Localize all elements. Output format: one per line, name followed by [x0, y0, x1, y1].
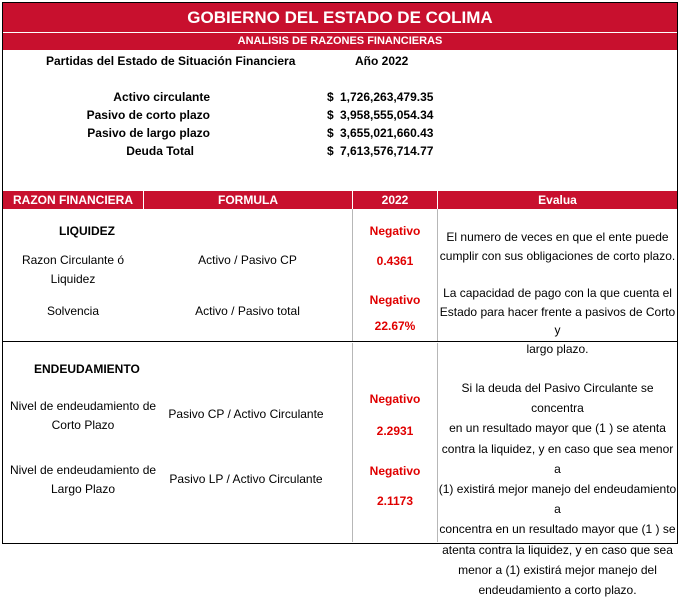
evalua-line: en un resultado mayor que (1 ) se atenta	[449, 421, 666, 436]
item-value-deuda-total: 7,613,576,714.77	[340, 144, 434, 158]
page-subtitle: ANALISIS DE RAZONES FINANCIERAS	[3, 33, 677, 50]
value-razon-circulante: 0.4361	[376, 254, 414, 268]
evalua-line: endeudamiento a corto plazo.	[478, 583, 637, 598]
status-solvencia: Negativo	[369, 293, 421, 307]
evalua-line: (1) existirá mejor manejo del endeudamiento a	[438, 482, 677, 517]
grid-line	[352, 343, 353, 542]
evalua-line: Estado para hacer frente a pasivos de Corto y	[439, 304, 676, 337]
status-razon-circulante: Negativo	[369, 224, 421, 238]
currency-symbol: $	[327, 144, 334, 158]
ratio-endeudamiento-largo	[3, 461, 163, 499]
status-endeudamiento-largo: Negativo	[369, 464, 421, 478]
item-value-pasivo-largo: 3,655,021,660.43	[340, 126, 434, 140]
item-label-activo-circulante: Activo circulante	[113, 90, 210, 104]
ratio-line: Nivel de endeudamiento de	[9, 463, 157, 477]
value-endeudamiento-largo: 2.1173	[376, 494, 414, 508]
evalua-line: atenta contra la liquidez, y en caso que sea	[442, 542, 673, 557]
column-header-formula: FORMULA	[218, 193, 278, 207]
page-title: GOBIERNO DEL ESTADO DE COLIMA	[3, 3, 677, 32]
ratio-endeudamiento-corto	[3, 397, 163, 435]
column-header-razon: RAZON FINANCIERA	[13, 193, 133, 207]
evalua-line: largo plazo.	[526, 341, 589, 356]
item-label-pasivo-corto: Pasivo de corto plazo	[86, 108, 210, 122]
item-label-pasivo-largo: Pasivo de largo plazo	[87, 126, 210, 140]
evalua-line: concentra en un resultado mayor que (1 ) se	[439, 522, 676, 537]
evalua-solvencia	[438, 284, 677, 358]
formula-razon-circulante: Activo / Pasivo CP	[198, 253, 297, 267]
item-label-deuda-total: Deuda Total	[126, 144, 194, 158]
evalua-line: Si la deuda del Pasivo Circulante se concentra	[461, 381, 654, 416]
evalua-line: cumplir con sus obligaciones de corto plazo.	[439, 248, 676, 263]
evalua-razon-circulante	[438, 228, 677, 265]
column-header-evalua: Evalua	[538, 193, 577, 207]
formula-endeudamiento-largo: Pasivo LP / Activo Circulante	[169, 472, 323, 486]
year-label: Año 2022	[355, 54, 409, 68]
section-title-liquidez: LIQUIDEZ	[59, 224, 115, 238]
currency-symbol: $	[327, 126, 334, 140]
evalua-line: El numero de veces en que el ente puede	[446, 230, 669, 244]
evalua-endeudamiento	[438, 378, 677, 600]
value-solvencia: 22.67%	[374, 319, 416, 333]
formula-endeudamiento-corto: Pasivo CP / Activo Circulante	[168, 407, 324, 421]
table-header	[3, 191, 677, 209]
ratio-line: Largo Plazo	[50, 482, 116, 496]
ratio-line: Corto Plazo	[51, 418, 115, 432]
evalua-line: menor a (1) existirá mejor manejo del	[458, 562, 657, 577]
statement-label: Partidas del Estado de Situación Financiera	[46, 54, 296, 68]
ratio-solvencia: Solvencia	[46, 304, 100, 318]
item-value-activo-circulante: 1,726,263,479.35	[340, 90, 434, 104]
value-endeudamiento-corto: 2.2931	[376, 424, 414, 438]
item-value-pasivo-corto: 3,958,555,054.34	[340, 108, 434, 122]
evalua-line: contra la liquidez, y en caso que sea menor a	[441, 441, 674, 476]
column-header-year: 2022	[381, 193, 409, 207]
status-endeudamiento-corto: Negativo	[369, 392, 421, 406]
formula-solvencia: Activo / Pasivo total	[195, 304, 300, 318]
ratio-line: Nivel de endeudamiento de	[9, 399, 157, 413]
section-title-endeudamiento: ENDEUDAMIENTO	[34, 362, 140, 376]
ratio-razon-circulante: Razon Circulante ó Liquidez	[21, 253, 125, 286]
evalua-line: La capacidad de pago con la que cuenta el	[443, 286, 672, 300]
currency-symbol: $	[327, 90, 334, 104]
currency-symbol: $	[327, 108, 334, 122]
